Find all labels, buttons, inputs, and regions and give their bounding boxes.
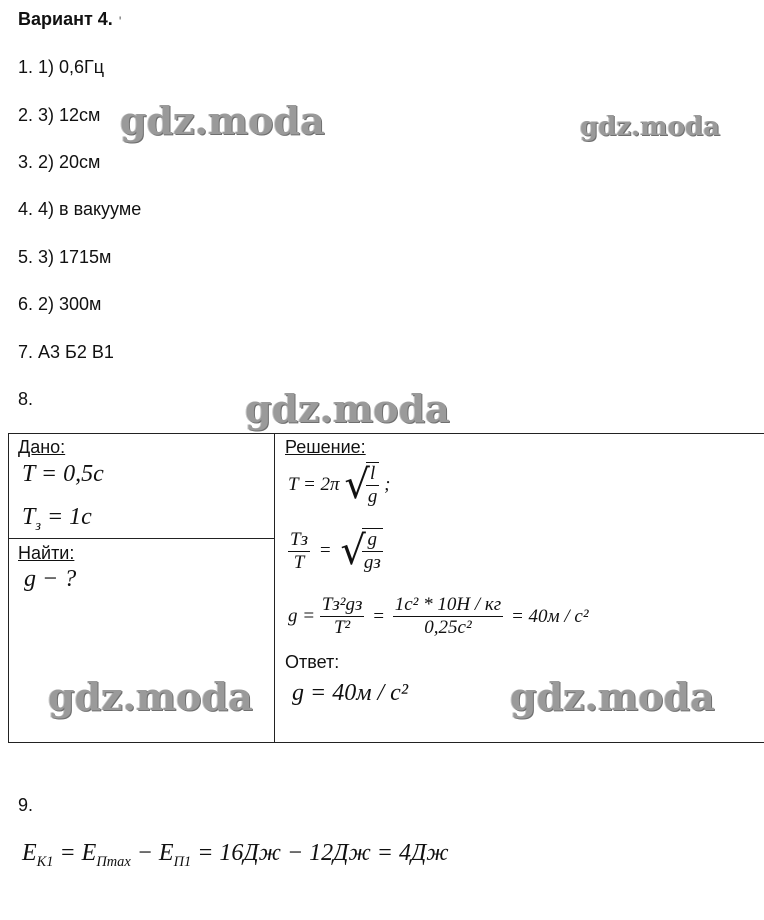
given-earth-period: $T_з = 1c$ <box>22 504 92 534</box>
answer-6: 6. 2) 300м <box>18 294 102 314</box>
sqrt-sign: √ $\frac{l}{g}$ <box>344 462 378 508</box>
answer-5: 5. 3) 1715м <box>18 247 112 267</box>
watermark: gdz.moda <box>245 386 450 431</box>
task9-formula: $E_{K1} = E_{Пmax} - E_{П1} = 16Дж - 12Дж = 4Дж$ <box>22 840 449 870</box>
table-divider <box>8 538 274 539</box>
watermark: gdz.moda <box>510 674 715 719</box>
answer-7: 7. А3 Б2 В1 <box>18 342 114 362</box>
equation-ratio: $\frac{Tз}{T}$ = √ $\frac{g}{gз}$ <box>290 528 381 574</box>
watermark: gdz.moda <box>120 98 325 143</box>
watermark: gdz.moda <box>580 112 721 142</box>
equation-g: g = $\frac{\text{Tз²gз}}{\text{T²}}$ = $\frac{\text{1c² * 10H / кг}}{\text{0,25c²}}$ = 40м / c² <box>288 594 589 638</box>
answer-8-label: 8. <box>18 389 34 409</box>
table-divider <box>274 433 275 742</box>
given-period: T = 0,5c <box>22 461 104 487</box>
answer-1: 1. 1) 0,6Гц <box>18 57 105 77</box>
answer-2: 2. 3) 12см <box>18 105 101 125</box>
answer-4: 4. 4) в вакууме <box>18 199 142 219</box>
page-title: Вариант 4. ' <box>18 9 122 29</box>
equation-period: T = 2π √ $\frac{l}{g}$ ; <box>288 462 391 508</box>
answer-value: g = 40м / c² <box>292 680 409 706</box>
given-label: Дано: <box>18 437 66 457</box>
answer-label: Ответ: <box>285 652 340 672</box>
solution-label: Решение: <box>285 437 366 457</box>
task9-label: 9. <box>18 795 34 815</box>
find-value: g − ? <box>24 566 77 592</box>
stray-mark: ' <box>118 14 122 28</box>
answer-3: 3. 2) 20см <box>18 152 101 172</box>
watermark: gdz.moda <box>48 674 253 719</box>
find-label: Найти: <box>18 543 75 563</box>
